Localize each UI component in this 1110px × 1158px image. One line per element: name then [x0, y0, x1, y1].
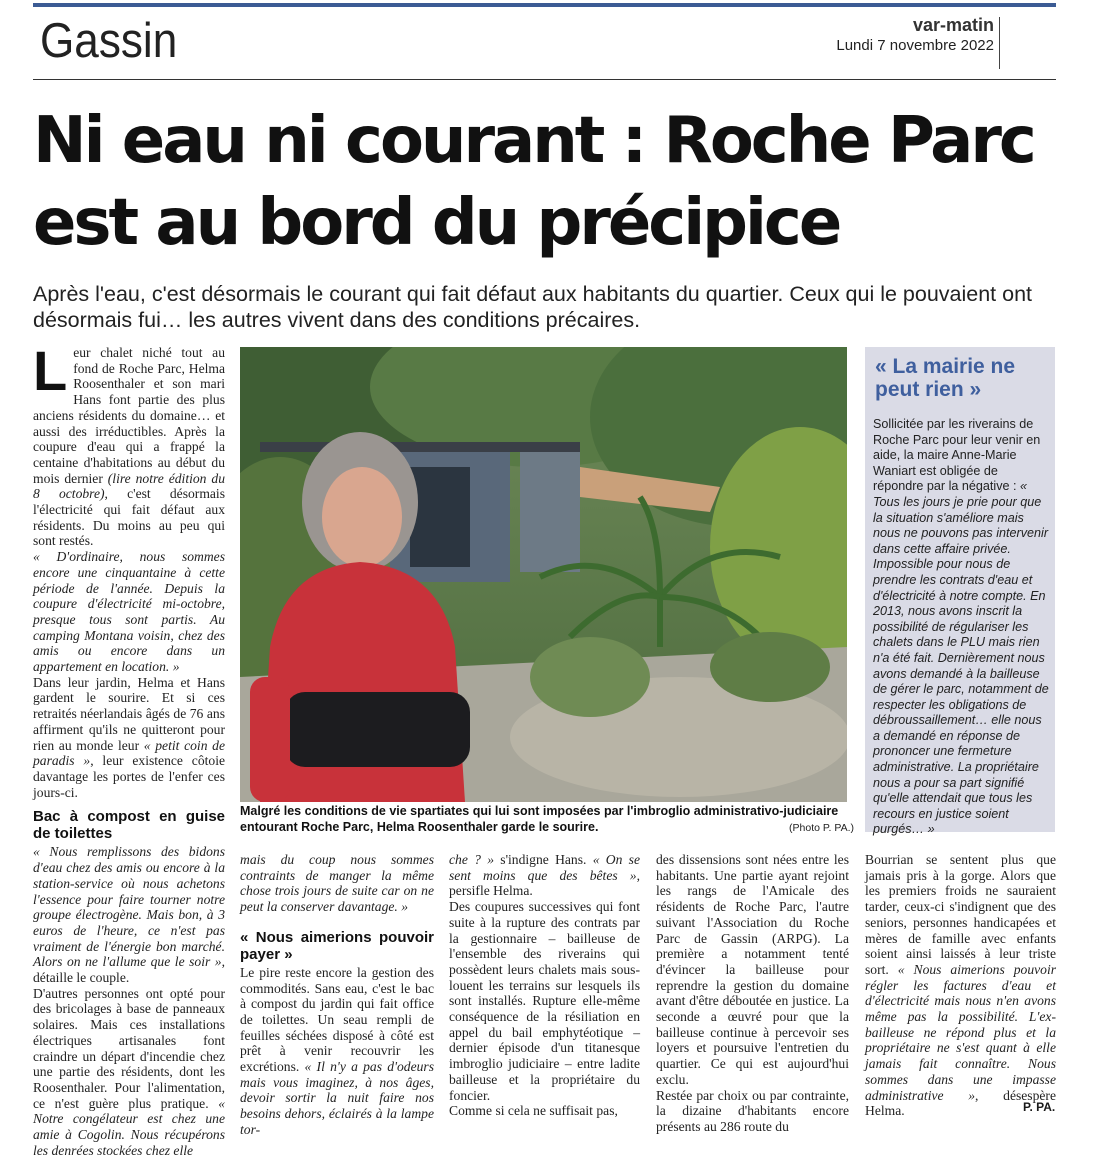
col1-quote-3: « Notre congélateur est chez une amie à Cogolin. Nous récupérons les denrées stockées chez elle [33, 1095, 225, 1158]
col4-paragraph-2: Restée par choix ou par contrainte, la dizaine d'habitants encore présents au 286 route du [656, 1087, 849, 1134]
paper-name: var-matin [912, 15, 994, 35]
sidebar-box [865, 347, 1055, 837]
article-column-3 [449, 852, 640, 1119]
subheading-compost: Bac à compost en guise de toilettes [33, 808, 225, 843]
col4-paragraph-1: des dissensions sont nées entre les habitants. Une partie ayant rejoint les rangs de l'Amicale des résidents de Roche Parc, l'autre suivant l'Association du Roche Parc de Gassin (ARPG). La première a notamment tenté d'évincer la bailleuse pour reprendre la gestion du domaine avant d'être déboutée en justice. La seconde a œuvré pour que la bailleuse continue à percevoir ses loyers et poursuive l'entretien du quartier. Ce qui est aujourd'hui exclu. [656, 852, 849, 1087]
col2-quote-2: « Il n'y a pas d'odeurs mais vous imaginez, à nos âges, devoir sortir la nuit faire nos besoins dehors, éclairés à la lampe tor- [240, 1059, 434, 1137]
col1-paragraph-1-end: , c'est désormais l'électricité qui fait défaut aux résidents. Du moins au peu qui sont restés. [33, 486, 225, 549]
col5-quote-1: « Nous aimerions pouvoir régler les factures d'eau et d'électricité mais nous n'en avons même pas la possibilité. L'ex-bailleuse ne répond plus et la propriétaire ne s'est quant à elle jamais fait connaître. Nous sommes dans une impasse administrative » [865, 961, 1057, 1103]
col3-text-1: s'indigne Hans. [494, 852, 593, 867]
header-rule [33, 79, 1056, 80]
edition-date: Lundi 7 novembre 2022 [836, 37, 994, 54]
col2-quote-1: mais du coup nous sommes contraints de manger la même chose trois jours de suite car on ne peut la conserver davantage. » [240, 852, 434, 915]
sidebar-quote: « Tous les jours je prie pour que la situation s'améliore mais nous ne pouvons pas intervenir dans cette affaire privée. Impossible pour nous de prendre les contrats d'eau et d'électricité à notre compte. En 2013, nous avons inscrit la possibilité de régulariser les chalets dans le PLU mais rien n'a été fait. Dernièrement nous avons demandé à la bailleuse de gérer le parc, notamment de respecter les obligations de débroussaillement… elle nous a demandé en réponse de prononcer une fermeture administrative. La propriétaire nous a pour sa part signifié qu'elle attendait que tous les recours en justice soient purgés… » [873, 479, 1049, 837]
author-signoff: P. PA. [1023, 1100, 1056, 1114]
drop-cap: L [33, 339, 68, 402]
article-column-2 [240, 852, 434, 1138]
garden-photo-illustration [240, 347, 847, 802]
col3-paragraph-1: Des coupures successives qui font suite à la rupture des contrats par la gestionnaire – bailleuse de l'ensemble des riverains qui possèdent leurs chalets mais sous-louent les terrains sur lesquels ils sont installés. Rupture elle-même conséquence de la résiliation en appel du bail emphytéotique – dernier épisode d'un titanesque imbroglio judiciaire – entre ladite bailleuse et la propriétaire du foncier. [449, 899, 640, 1103]
photo-caption: Malgré les conditions de vie spartiates qui lui sont imposées par l'imbroglio administrativo-judiciaire entourant Roche Parc, Helma Roosenthaler garde le sourire. [240, 804, 839, 834]
col3-quote-2: « On se sent moins que des bêtes » [449, 852, 640, 883]
col5-text-1: , désespère Helma. [865, 1087, 1056, 1119]
col1-paragraph-2a: Dans leur jardin, Helma et Hans gardent le sourire. Et si ces retraités néerlandais âgés de 76 ans affirment qu'ils ne quitteront pour rien au monde leur [33, 674, 225, 753]
col1-paragraph-3: D'autres personnes ont opté pour des bricolages à base de panneaux solaires. Mais ces installations électriques artisanales font craindre un départ d'incendie chez une partie des résidents, dont les Roosenthaler. Pour l'alimentation, ce n'est guère plus pratique. [33, 985, 225, 1111]
headline: Ni eau ni courant : Roche Parc est au bord du précipice [33, 104, 1034, 260]
article-column-1 [33, 339, 226, 1158]
col3-paragraph-2: Comme si cela ne suffisait pas, [449, 1103, 618, 1119]
article-column-4 [656, 852, 849, 1135]
col1-reference: (lire notre édition du 8 octobre) [33, 470, 225, 502]
masthead-divider [999, 17, 1000, 69]
col1-quote-2: « Nous remplissons des bidons d'eau chez des amis ou encore à la station-service où nous achetons l'essence pour faire tourner notre groupe électrogène. Mais bon, à 3 euros de l'heure, ce n'est pas vraiment de l'énergie bon marché. Alors on ne l'allume que le soir » [33, 844, 225, 970]
subheading-payer: « Nous aimerions pouvoir payer » [240, 928, 434, 963]
top-color-bar [33, 3, 1056, 7]
col5-paragraph-1: Bourrian se sentent plus que jamais pris à la gorge. Alors que les premiers froids ne sauraient tarder, ceux-ci s'indignent que des seniors, personnes handicapées et mères de famille avec enfants soient ainsi laissés à leur triste sort. [865, 852, 1056, 977]
sidebar-intro: Sollicitée par les riverains de Roche Parc pour leur venir en aide, la maire Anne-Marie Waniart est obligée de répondre par la négative : [873, 417, 1041, 494]
col1-quote-paradis: « petit coin de paradis » [33, 737, 225, 769]
article-photo [240, 347, 847, 802]
article-column-5 [865, 852, 1056, 1119]
col1-paragraph-2b: , leur existence côtoie davantage les portes de l'enfer ces jours-ci. [33, 753, 226, 800]
section-title: Gassin [40, 14, 178, 68]
masthead [836, 14, 994, 56]
col1-paragraph-1: eur chalet niché tout au fond de Roche Parc, Helma Roosenthaler et son mari Hans font partie des plus anciens résidents du domaine… et aussi des irréductibles. Après la coupure d'eau qui a frappé la centaine d'habitations au début du mois dernier [33, 345, 225, 486]
col3-quote-1: che ? » [449, 852, 495, 867]
col2-paragraph-1: Le pire reste encore la gestion des commodités. Sans eau, c'est le bac à compost du jardin qui fait office de toilettes. Un seau rempli de feuilles séchées disposé à côté est prêt à venir recouvrir les excrétions. [240, 964, 434, 1075]
col1-quote-2-end: , détaille le couple. [33, 954, 225, 986]
sidebar-title: « La mairie ne peut rien » [875, 355, 1016, 401]
photo-credit: (Photo P. PA.) [789, 822, 854, 834]
standfirst: Après l'eau, c'est désormais le courant qui fait défaut aux habitants du quartier. Ceux qui le pouvaient ont désormais fui… les autres vivent dans des conditions précaires. [33, 282, 1033, 332]
col3-text-2: , persifle Helma. [449, 867, 640, 899]
col1-quote-1: « D'ordinaire, nous sommes encore une cinquantaine à cette période de l'année. Depuis la coupure d'électricité mi-octobre, presque tous sont partis. Au camping Montana voisin, chez des amis ou encore dans un appartement en location. » [33, 549, 225, 675]
sidebar-body [873, 417, 1049, 838]
